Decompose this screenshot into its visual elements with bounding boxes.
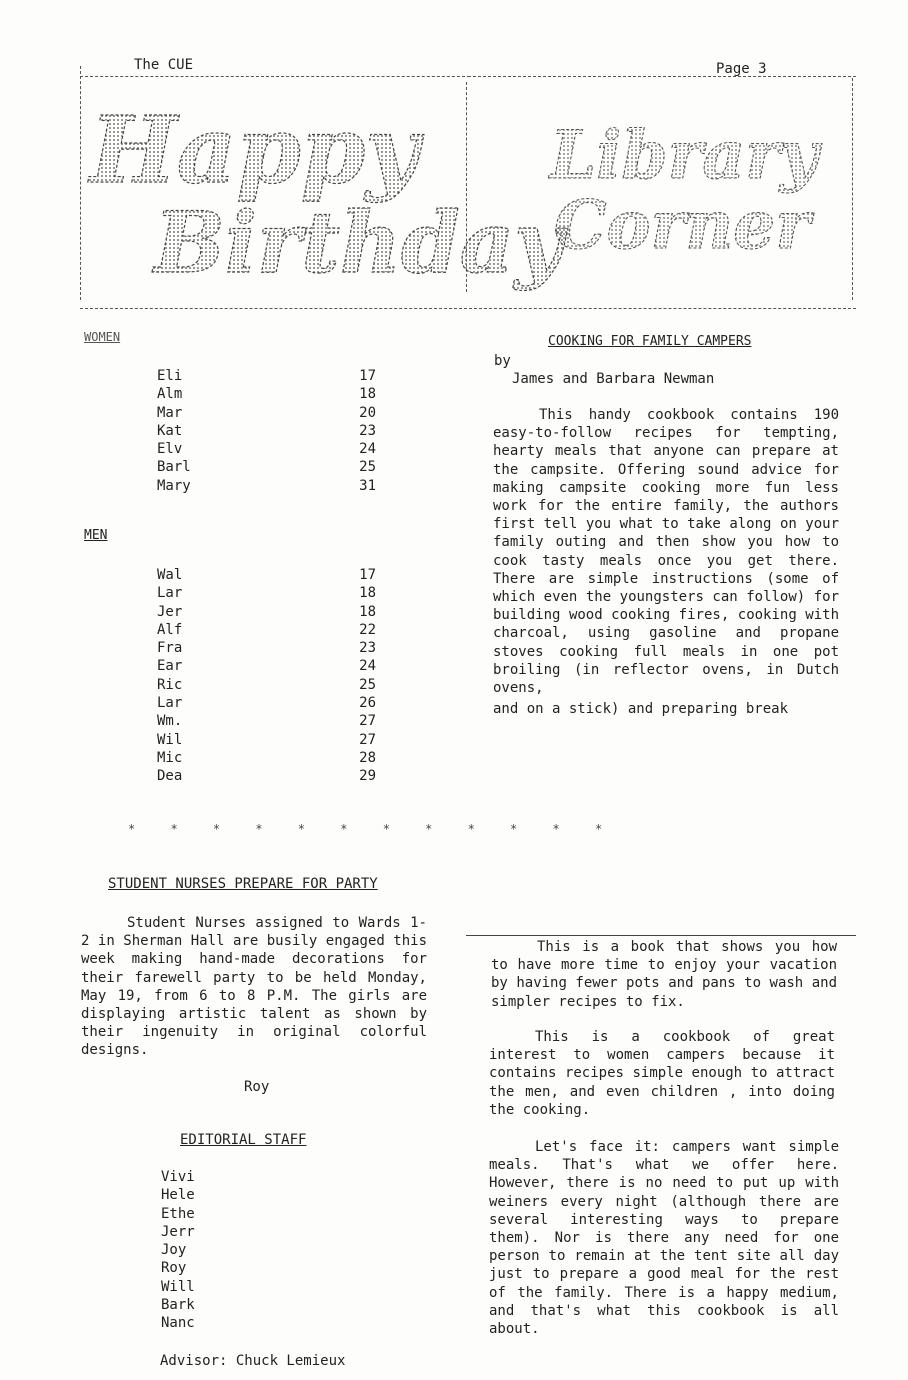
list-item: Ric [157,676,183,693]
list-item: Joy [161,1242,187,1259]
list-item: Will [161,1278,195,1295]
book-by: by [494,353,511,369]
happy-birthday-banner [84,82,564,302]
paper-name: The CUE [134,57,194,73]
book-para-2: This is a book that shows you how to have more time to enjoy your vacation by having fewer pots and pans to wash and simpler recipes to fix. [491,939,837,1010]
svg-text:Library: Library [550,116,819,194]
section-separator: * * * * * * * * * * * * [128,822,617,836]
book-cut-line: and on a stick) and preparing break [493,701,789,717]
banner-left-border [80,66,81,300]
book-para-1: This handy cookbook contains 190 easy-to-follow recipes for tempting, hearty meals that anyone can prepare at the campsite. Offering sound advice for making campsite cooking more fun less work for the entire family, the authors first tell you what to take along on your family outing and then show you how to cook tasty meals once you get there. There are simple instructions (some of which even the youngsters can follow) for building wood cooking fires, cooking with charcoal, using gasoline and propane stoves cooking full meals in one pot broiling (in reflector ovens, in Dutch ovens, [493,407,839,697]
list-item: 26 [359,695,376,712]
list-item: Ear [157,658,183,675]
men-heading: MEN [84,528,108,543]
list-item: 28 [359,749,376,766]
list-item: 25 [359,459,376,476]
nurses-body: Student Nurses assigned to Wards 1-2 in Sherman Hall are busily engaged this week making hand-made decorations for their farewell party to be held Monday, May 19, from 6 to 8 P.M. The girls are displaying artistic talent as shown by their ingenuity in original colorful designs. [81,915,427,1059]
banner-right-border [852,78,853,300]
nurses-heading: STUDENT NURSES PREPARE FOR PARTY [108,876,378,892]
banner-top-border-right [468,76,856,77]
list-item: Alm [157,386,183,403]
list-item: 25 [359,676,376,693]
list-item: Barl [157,459,191,476]
list-item: 27 [359,713,376,730]
list-item: Mar [157,404,183,421]
staff-name-list [161,1168,195,1333]
svg-text:Happy: Happy [90,96,419,204]
list-item: Alf [157,621,183,638]
book-authors: James and Barbara Newman [512,371,715,387]
list-item: Elv [157,441,183,458]
list-item: Lar [157,585,183,602]
list-item: 27 [359,731,376,748]
book-title: COOKING FOR FAMILY CAMPERS [548,334,752,349]
list-item: Vivi [161,1169,195,1185]
list-item: Wal [157,567,183,583]
list-item: Nanc [161,1315,195,1332]
list-item: Ethe [161,1205,195,1222]
svg-text:Corner: Corner [554,186,811,264]
list-item: Roy [161,1260,187,1277]
book-para-3: This is a cookbook of great interest to women campers because it contains recipes simple enough to attract the men, and even children , into doing the cooking. [489,1029,835,1118]
list-item: 24 [359,441,376,458]
list-item: Dea [157,768,183,785]
svg-text:Birthday: Birthday [154,193,564,292]
list-item: Bark [161,1297,195,1314]
page-label: Page 3 [716,61,767,77]
list-item: 29 [359,768,376,785]
library-corner-banner [546,96,846,276]
banner-top-border-left [80,76,470,77]
list-item: 18 [359,603,376,620]
list-item: 31 [359,477,376,494]
list-item: Jerr [161,1223,195,1240]
list-item: Wil [157,731,183,748]
list-item: Lar [157,695,183,712]
men-name-list [157,566,182,786]
list-item: 24 [359,658,376,675]
list-item: Mary [157,477,191,494]
list-item: Eli [157,368,183,384]
men-day-list [352,566,376,786]
list-item: 22 [359,621,376,638]
list-item: Fra [157,640,183,657]
banner-bottom-border [80,308,856,309]
staff-heading: EDITORIAL STAFF [180,1132,307,1148]
women-day-list [352,367,376,495]
women-name-list [157,367,191,495]
list-item: 23 [359,422,376,439]
column-paste-line [466,935,856,936]
list-item: 17 [359,567,376,583]
list-item: Mic [157,749,183,766]
list-item: 17 [359,368,376,384]
women-heading: WOMEN [84,330,121,344]
advisor-line: Advisor: Chuck Lemieux [160,1353,346,1369]
list-item: Kat [157,422,183,439]
list-item: Hele [161,1187,195,1204]
list-item: Wm. [157,713,183,730]
list-item: 18 [359,386,376,403]
list-item: 20 [359,404,376,421]
book-para-4: Let's face it: campers want simple meals. That's what we offer here. However, there is no need to put up with weiners every night (although there are several interesting ways to prepare them). Nor is there any need for one person to remain at the tent site all day just to prepare a good meal for the rest of the family. There is a happy medium, and that's what this cookbook is all about. [489,1139,839,1338]
list-item: 23 [359,640,376,657]
nurses-signature: Roy [244,1079,270,1095]
list-item: Jer [157,603,183,620]
list-item: 18 [359,585,376,602]
